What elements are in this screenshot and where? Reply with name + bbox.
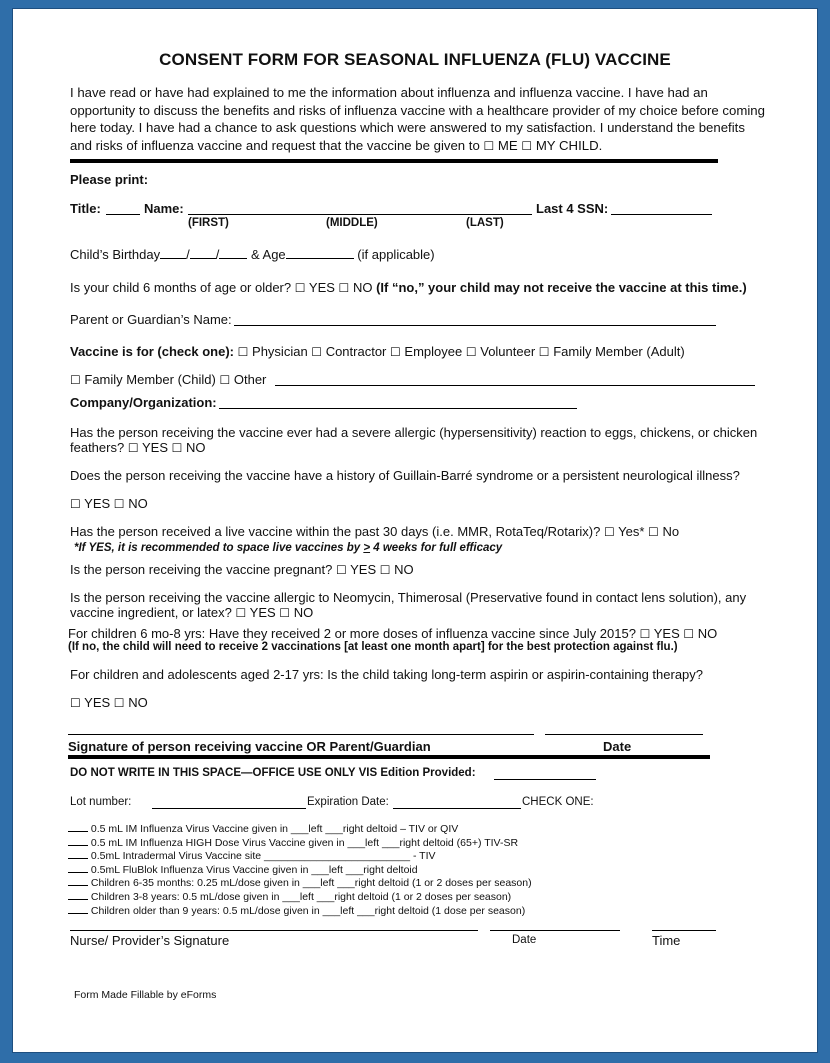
office-item-check[interactable] <box>68 844 88 846</box>
neomycin-question-line2: vaccine ingredient, or latex? <box>70 605 232 620</box>
title-label: Title: <box>70 201 101 216</box>
office-item-text: 0.5mL Intradermal Virus Vaccine site _________________________ - TIV <box>90 850 436 863</box>
me-label: ME <box>497 137 518 153</box>
office-use-heading: DO NOT WRITE IN THIS SPACE—OFFICE USE ONLY <box>70 767 356 779</box>
nurse-signature-label: Nurse/ Provider’s Signature <box>70 933 230 948</box>
vaccine-for-label: Vaccine is for (check one): <box>70 344 235 359</box>
aspirin-answer-row <box>70 695 148 710</box>
nurse-date-label: Date <box>512 934 537 946</box>
six-months-warning: (If “no,” your child may not receive the vaccine at this time.) <box>376 280 747 295</box>
child-checkbox[interactable]: ☐ <box>521 138 533 153</box>
expiration-field[interactable] <box>393 808 521 809</box>
nurse-time-field[interactable] <box>652 930 716 931</box>
yes-label: YES <box>249 605 276 620</box>
birthday-month-field[interactable] <box>160 257 186 259</box>
office-item-text: 0.5mL FluBlok Influenza Virus Vaccine given in ___left ___right deltoid <box>90 863 418 876</box>
pregnant-yes-checkbox[interactable]: ☐ <box>335 563 347 577</box>
office-item[interactable] <box>68 877 532 891</box>
family-child-label: Family Member (Child) <box>84 372 216 387</box>
office-item-text: 0.5 mL IM Influenza HIGH Dose Virus Vaccine given in ___left ___right deltoid (65+) TIV-SR <box>90 836 519 849</box>
live-vaccine-note <box>74 542 502 554</box>
volunteer-label: Volunteer <box>480 344 536 359</box>
neomycin-question-line1: Is the person receiving the vaccine allergic to Neomycin, Thimerosal (Preservative found in contact lens solution), any <box>70 590 747 605</box>
please-print-heading: Please print: <box>70 172 149 187</box>
yes-label: YES <box>84 496 111 511</box>
title-field[interactable] <box>106 214 140 215</box>
office-item[interactable] <box>68 823 532 837</box>
birthday-day-field[interactable] <box>190 257 216 259</box>
live-note-text-end: 4 weeks for full efficacy <box>373 542 503 554</box>
live-no-label: No <box>662 524 680 539</box>
office-item-text: 0.5 mL IM Influenza Virus Vaccine given in ___left ___right deltoid – TIV or QIV <box>90 823 459 835</box>
no-label: NO <box>186 440 206 455</box>
yes-label: YES <box>84 695 111 710</box>
name-label: Name: <box>144 201 184 216</box>
office-item[interactable] <box>68 905 532 919</box>
birthday-year-field[interactable] <box>219 257 247 259</box>
age-field[interactable] <box>286 257 354 259</box>
physician-label: Physician <box>252 344 308 359</box>
live-note-symbol: > <box>363 542 371 554</box>
contractor-checkbox[interactable]: ☐ <box>311 345 323 359</box>
allergy-yes-checkbox[interactable]: ☐ <box>127 441 139 455</box>
family-adult-label: Family Member (Adult) <box>553 344 685 359</box>
six-months-no-checkbox[interactable]: ☐ <box>338 281 350 295</box>
no-label: NO <box>128 695 148 710</box>
children-doses-row <box>68 626 717 641</box>
lot-field[interactable] <box>152 808 306 809</box>
live-yes-checkbox[interactable]: ☐ <box>603 525 615 539</box>
physician-checkbox[interactable]: ☐ <box>237 345 249 359</box>
allergy-row <box>70 425 770 456</box>
family-adult-checkbox[interactable]: ☐ <box>538 345 550 359</box>
live-vaccine-row <box>70 524 679 539</box>
guardian-field[interactable] <box>234 325 716 326</box>
other-checkbox[interactable]: ☐ <box>219 373 231 387</box>
gbs-question: Does the person receiving the vaccine have a history of Guillain-Barré syndrome or a persistent neurological illness? <box>70 468 740 483</box>
first-label: (FIRST) <box>188 217 229 229</box>
office-heading <box>70 767 476 779</box>
yes-label: YES <box>141 440 168 455</box>
office-item[interactable] <box>68 837 532 851</box>
family-child-row <box>70 372 266 387</box>
ssn-field[interactable] <box>611 214 712 215</box>
employee-checkbox[interactable]: ☐ <box>390 345 401 359</box>
nurse-date-field[interactable] <box>490 930 620 931</box>
other-label: Other <box>233 372 267 387</box>
age-label: & Age <box>250 247 286 262</box>
birthday-row: Child’s Birthday / / & Age (if applicable) <box>70 247 435 262</box>
no-label: NO <box>352 280 373 295</box>
guardian-label: Parent or Guardian’s Name: <box>70 312 232 327</box>
pregnant-row <box>70 562 414 577</box>
signature-date-label: Date <box>603 739 632 754</box>
children-doses-note: (If no, the child will need to receive 2 vaccinations [at least one month apart] for the best protection against flu.) <box>68 641 678 653</box>
office-item-check[interactable] <box>68 830 88 832</box>
form-title: CONSENT FORM FOR SEASONAL INFLUENZA (FLU) VACCINE <box>159 50 671 69</box>
signature-date-field[interactable] <box>545 734 703 735</box>
office-item-check[interactable] <box>68 857 88 859</box>
aspirin-no-checkbox[interactable]: ☐ <box>113 696 125 710</box>
live-vaccine-question: Has the person received a live vaccine within the past 30 days (i.e. MMR, RotaTeq/Rotarix)? <box>70 524 601 539</box>
family-child-checkbox[interactable]: ☐ <box>70 373 81 387</box>
other-field[interactable] <box>275 385 755 386</box>
child-label: MY CHILD. <box>535 137 603 153</box>
office-item-text: Children 6-35 months: 0.25 mL/dose given in ___left ___right deltoid (1 or 2 doses per season) <box>90 877 532 890</box>
signature-field[interactable] <box>68 734 534 735</box>
nurse-time-label: Time <box>652 933 681 948</box>
office-item[interactable] <box>68 864 532 878</box>
doses-no-checkbox[interactable]: ☐ <box>683 627 695 641</box>
office-item[interactable] <box>68 891 532 905</box>
no-label: NO <box>394 562 414 577</box>
gbs-yes-checkbox[interactable]: ☐ <box>70 497 81 511</box>
expiration-label: Expiration Date: <box>307 796 389 808</box>
live-no-checkbox[interactable]: ☐ <box>648 525 659 539</box>
pregnant-no-checkbox[interactable]: ☐ <box>379 563 391 577</box>
office-item-check[interactable] <box>68 898 88 900</box>
contractor-label: Contractor <box>325 344 387 359</box>
lot-label: Lot number: <box>70 796 132 808</box>
middle-label: (MIDDLE) <box>326 217 378 229</box>
last-label: (LAST) <box>466 217 504 229</box>
no-label: NO <box>293 605 314 620</box>
footer-made-by: Form Made Fillable by eForms <box>74 989 217 1001</box>
company-field[interactable] <box>219 408 577 409</box>
intro-paragraph <box>70 84 770 155</box>
aspirin-yes-checkbox[interactable]: ☐ <box>70 696 81 710</box>
doses-yes-checkbox[interactable]: ☐ <box>639 627 651 641</box>
intro-text: I have read or have had explained to me the information about influenza and influenza vaccine. I have had an opportunity to discuss the benefits and risks of influenza vaccine with a healthcare provider of my choice before coming here today. I have had a chance to ask questions which were answered to my satisfaction. I understand the benefits and risks of influenza vaccine and request that the vaccine be given to <box>70 85 765 153</box>
office-items-list <box>68 823 532 918</box>
company-label: Company/Organization: <box>70 395 217 410</box>
children-doses-question: For children 6 mo-8 yrs: Have they received 2 or more doses of influenza vaccine since July 2015? <box>68 626 636 641</box>
office-divider <box>68 755 710 759</box>
volunteer-checkbox[interactable]: ☐ <box>465 345 477 359</box>
gbs-answer-row <box>70 496 148 511</box>
no-label: NO <box>128 496 148 511</box>
office-item[interactable] <box>68 850 532 864</box>
signature-label: Signature of person receiving vaccine OR Parent/Guardian <box>68 739 431 754</box>
pregnant-question: Is the person receiving the vaccine pregnant? <box>70 562 333 577</box>
office-item-text: Children older than 9 years: 0.5 mL/dose given in ___left ___right deltoid (1 dose per season) <box>90 904 526 917</box>
yes-label: YES <box>653 626 680 641</box>
aspirin-question: For children and adolescents aged 2-17 yrs: Is the child taking long-term aspirin or aspirin-containing therapy? <box>70 667 704 682</box>
no-label: NO <box>697 626 718 641</box>
live-yes-label: Yes* <box>618 524 645 539</box>
check-one-label: CHECK ONE: <box>522 796 594 808</box>
birthday-label: Child’s Birthday <box>70 247 161 262</box>
me-checkbox[interactable]: ☐ <box>483 138 495 153</box>
allergy-question: Has the person receiving the vaccine ever had a severe allergic (hypersensitivity) reaction to eggs, chickens, or chicken feathers? <box>70 425 758 455</box>
six-months-row <box>70 280 747 295</box>
neomycin-no-checkbox[interactable]: ☐ <box>279 606 291 620</box>
nurse-signature-field[interactable] <box>70 930 478 931</box>
yes-label: YES <box>308 280 335 295</box>
office-item-check[interactable] <box>68 912 88 914</box>
six-months-question: Is your child 6 months of age or older? <box>70 280 292 295</box>
ssn-label: Last 4 SSN: <box>536 201 609 216</box>
if-applicable-label: (if applicable) <box>357 247 435 262</box>
vis-label: VIS Edition Provided: <box>358 767 476 779</box>
six-months-yes-checkbox[interactable]: ☐ <box>294 281 306 295</box>
office-item-check[interactable] <box>68 871 88 873</box>
yes-label: YES <box>350 562 377 577</box>
vis-field[interactable] <box>494 779 596 780</box>
live-note-text: *If YES, it is recommended to space live vaccines by <box>74 542 361 554</box>
employee-label: Employee <box>404 344 463 359</box>
form-page <box>12 8 818 1053</box>
name-field[interactable] <box>188 214 532 215</box>
neomycin-yes-checkbox[interactable]: ☐ <box>235 606 247 620</box>
office-item-text: Children 3-8 years: 0.5 mL/dose given in ___left ___right deltoid (1 or 2 doses per season) <box>90 890 512 903</box>
thick-divider <box>70 159 718 163</box>
vaccine-for-row <box>70 344 685 359</box>
office-item-check[interactable] <box>68 884 88 886</box>
allergy-no-checkbox[interactable]: ☐ <box>171 441 183 455</box>
gbs-no-checkbox[interactable]: ☐ <box>113 497 125 511</box>
neomycin-row <box>70 605 313 620</box>
